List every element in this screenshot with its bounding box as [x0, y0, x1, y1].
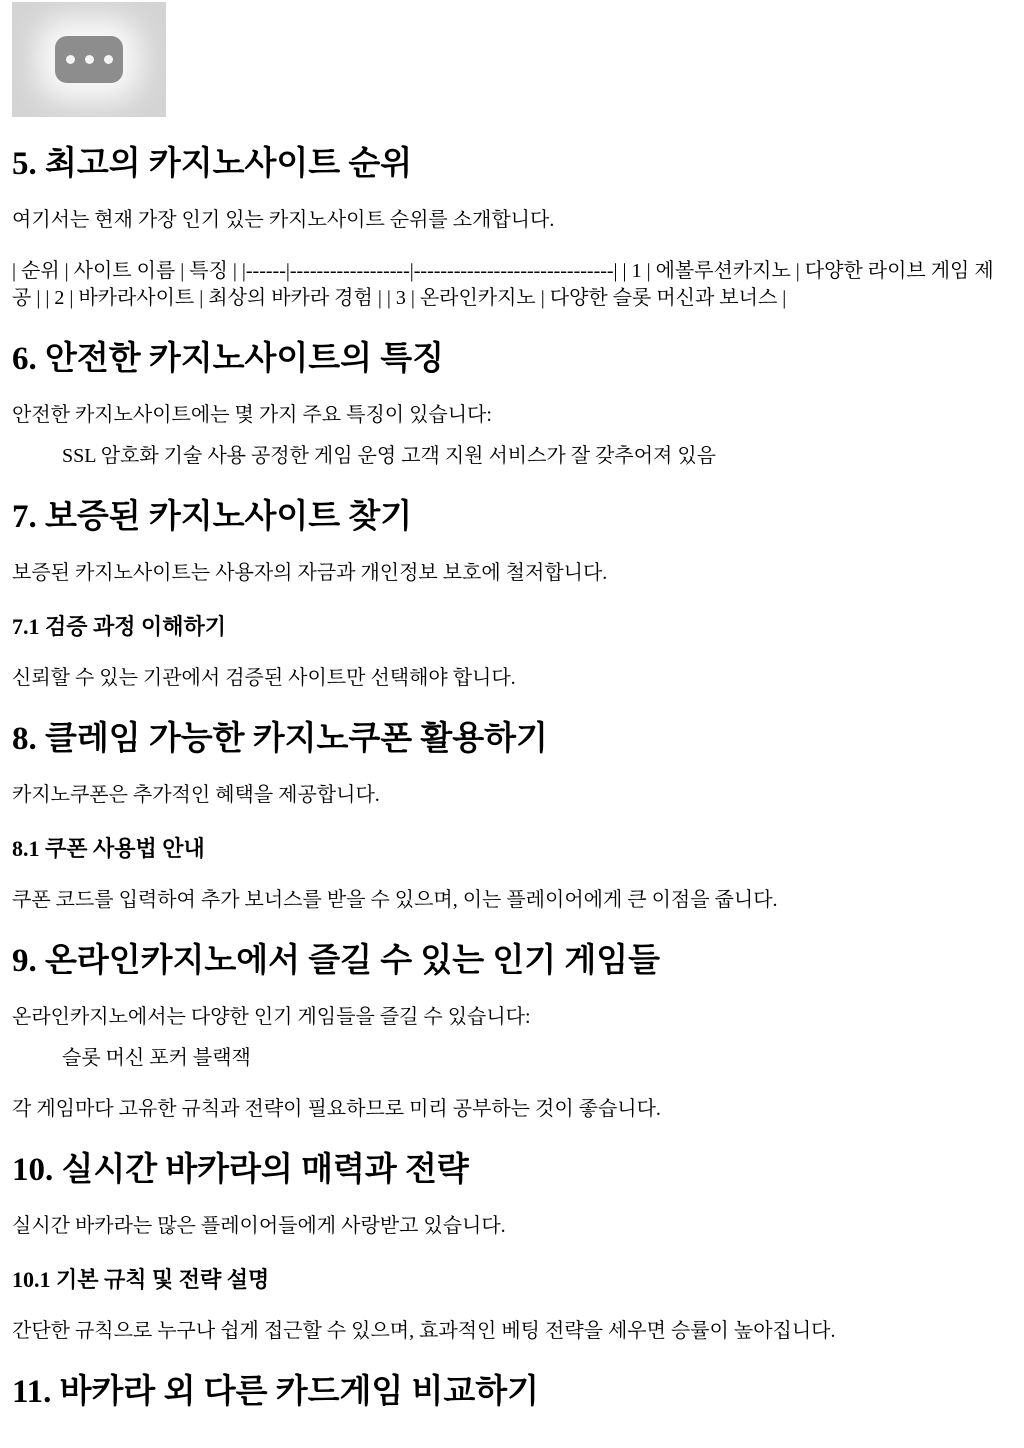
section-9-game-list: 슬롯 머신 포커 블랙잭	[62, 1047, 251, 1069]
ellipsis-dot-icon	[85, 55, 94, 64]
section-7-1-subheading: 7.1 검증 과정 이해하기	[12, 614, 227, 639]
section-10-1-paragraph: 간단한 규칙으로 누구나 쉽게 접근할 수 있으며, 효과적인 베팅 전략을 세우면 승률이 높아집니다.	[12, 1320, 836, 1342]
section-9-lead-paragraph: 온라인카지노에서는 다양한 인기 게임들을 즐길 수 있습니다:	[12, 1006, 531, 1028]
section-10-paragraph: 실시간 바카라는 많은 플레이어들에게 사랑받고 있습니다.	[12, 1215, 506, 1237]
section-7-heading: 7. 보증된 카지노사이트 찾기	[12, 499, 413, 535]
section-10-heading: 10. 실시간 바카라의 매력과 전략	[12, 1152, 469, 1188]
section-10-1-subheading: 10.1 기본 규칙 및 전략 설명	[12, 1267, 270, 1292]
section-6-feature-list: SSL 암호화 기술 사용 공정한 게임 운영 고객 지원 서비스가 잘 갖추어져 있음	[62, 445, 717, 467]
section-8-1-paragraph: 쿠폰 코드를 입력하여 추가 보너스를 받을 수 있으며, 이는 플레이어에게 큰 이점을 줍니다.	[12, 889, 778, 911]
section-8-paragraph: 카지노쿠폰은 추가적인 혜택을 제공합니다.	[12, 784, 380, 806]
section-5-ranking-table-text: | 순위 | 사이트 이름 | 특징 | |------|------------------|------------------------------| | 1 | 에볼루션카지노 | 다양한 라이브 게임 제공 | | 2 | 바카라사이트 | 최상의 바카라 경험 | | 3 | 온라인카지노 | 다양한 슬롯 머신과 보너스 |	[12, 260, 994, 309]
section-9-heading: 9. 온라인카지노에서 즐길 수 있는 인기 게임들	[12, 943, 661, 979]
ellipsis-dot-icon	[104, 55, 113, 64]
section-11-heading: 11. 바카라 외 다른 카드게임 비교하기	[12, 1374, 539, 1410]
section-6-lead-paragraph: 안전한 카지노사이트에는 몇 가지 주요 특징이 있습니다:	[12, 404, 492, 426]
section-8-1-subheading: 8.1 쿠폰 사용법 안내	[12, 836, 205, 861]
video-embed-placeholder[interactable]	[12, 2, 166, 117]
section-5-heading: 5. 최고의 카지노사이트 순위	[12, 146, 413, 182]
section-9-closing-paragraph: 각 게임마다 고유한 규칙과 전략이 필요하므로 미리 공부하는 것이 좋습니다.	[12, 1098, 661, 1120]
section-8-heading: 8. 클레임 가능한 카지노쿠폰 활용하기	[12, 721, 548, 757]
ellipsis-dot-icon	[66, 55, 75, 64]
section-6-heading: 6. 안전한 카지노사이트의 특징	[12, 341, 445, 377]
section-7-1-paragraph: 신뢰할 수 있는 기관에서 검증된 사이트만 선택해야 합니다.	[12, 667, 516, 689]
section-5-intro-paragraph: 여기서는 현재 가장 인기 있는 카지노사이트 순위를 소개합니다.	[12, 209, 555, 231]
video-unavailable-icon	[55, 36, 123, 83]
section-7-paragraph: 보증된 카지노사이트는 사용자의 자금과 개인정보 보호에 철저합니다.	[12, 562, 608, 584]
